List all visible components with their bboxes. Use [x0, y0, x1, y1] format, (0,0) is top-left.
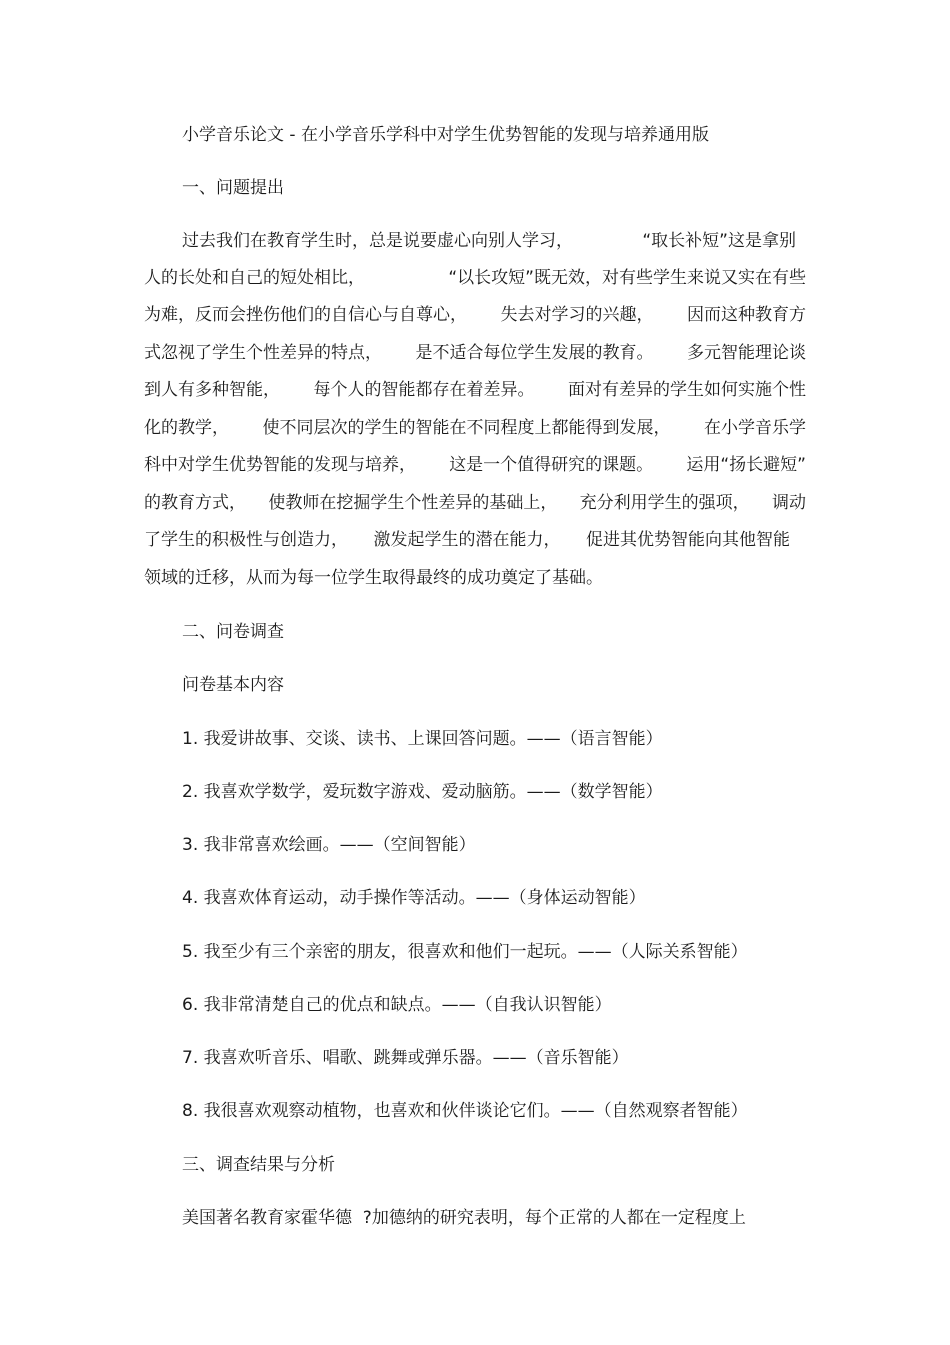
section-heading-questionnaire: 二、问卷调查 [182, 622, 284, 642]
questionnaire-item: 7. 我喜欢听音乐、唱歌、跳舞或弹乐器。——（音乐智能） [182, 1048, 629, 1068]
paragraph-line: 领域的迁移，从而为每一位学生取得最终的成功奠定了基础。 [144, 568, 603, 588]
questionnaire-item: 2. 我喜欢学数学，爱玩数字游戏、爱动脑筋。——（数学智能） [182, 782, 663, 802]
questionnaire-item: 6. 我非常清楚自己的优点和缺点。——（自我认识智能） [182, 995, 612, 1015]
questionnaire-item: 1. 我爱讲故事、交谈、读书、上课回答问题。——（语言智能） [182, 729, 663, 749]
questionnaire-item: 8. 我很喜欢观察动植物，也喜欢和伙伴谈论它们。——（自然观察者智能） [182, 1101, 748, 1121]
paragraph-line: 了学生的积极性与创造力， 激发起学生的潜在能力， 促进其优势智能向其他智能 [144, 530, 790, 550]
paragraph-line: 的教育方式， 使教师在挖掘学生个性差异的基础上， 充分利用学生的强项， 调动 [144, 493, 806, 513]
questionnaire-item: 5. 我至少有三个亲密的朋友，很喜欢和他们一起玩。——（人际关系智能） [182, 942, 748, 962]
paragraph-line: 美国著名教育家霍华德 ?加德纳的研究表明，每个正常的人都在一定程度上 [182, 1208, 746, 1228]
paragraph-line: 为难，反而会挫伤他们的自信心与自尊心， 失去对学习的兴趣， 因而这种教育方 [144, 305, 806, 325]
paragraph-line: 人的长处和自己的短处相比， “以长攻短”既无效，对有些学生来说又实在有些 [144, 268, 806, 288]
section-heading-problem: 一、问题提出 [182, 178, 284, 198]
paragraph-line: 科中对学生优势智能的发现与培养， 这是一个值得研究的课题。 运用“扬长避短” [144, 455, 806, 475]
document-title: 小学音乐论文 - 在小学音乐学科中对学生优势智能的发现与培养通用版 [182, 125, 709, 145]
paragraph-line: 化的教学， 使不同层次的学生的智能在不同程度上都能得到发展， 在小学音乐学 [144, 418, 806, 438]
section-heading-results: 三、调查结果与分析 [182, 1155, 335, 1175]
paragraph-line: 过去我们在教育学生时，总是说要虚心向别人学习， “取长补短”这是拿别 [182, 231, 796, 251]
paragraph-line: 到人有多种智能， 每个人的智能都存在着差异。 面对有差异的学生如何实施个性 [144, 380, 806, 400]
questionnaire-item: 3. 我非常喜欢绘画。——（空间智能） [182, 835, 476, 855]
paragraph-line: 式忽视了学生个性差异的特点， 是不适合每位学生发展的教育。 多元智能理论谈 [144, 343, 806, 363]
questionnaire-subheading: 问卷基本内容 [182, 675, 284, 695]
questionnaire-item: 4. 我喜欢体育运动，动手操作等活动。——（身体运动智能） [182, 888, 646, 908]
